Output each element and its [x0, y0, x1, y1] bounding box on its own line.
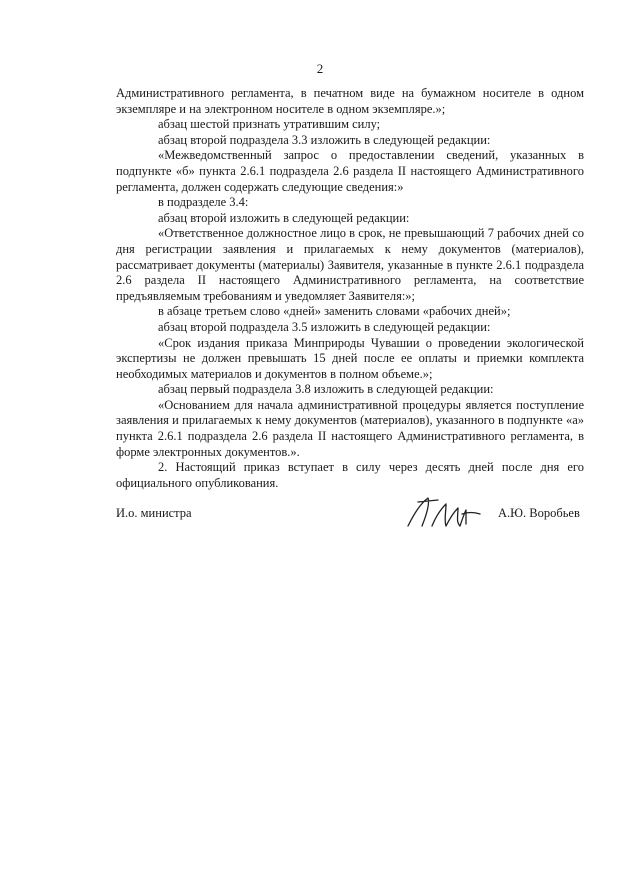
paragraph-effective-date: 2. Настоящий приказ вступает в силу через десять дней после дня его официального опубликования. [116, 460, 584, 490]
paragraph: абзац второй подраздела 3.5 изложить в следующей редакции: [158, 319, 491, 334]
paragraph: абзац первый подраздела 3.8 изложить в следующей редакции: [158, 382, 494, 397]
paragraph-quote: «Ответственное должностное лицо в срок, не превышающий 7 рабочих дней со дня регистрации заявления и прилагаемых к нему документов (материалов), рассматривает документы (материалы) Заявителя, указанные в пункте 2.6.1 подраздела 2.6 раздела II настоящего Административного регламента, на соответствие предъявляемым требованиям и уведомляет Заявителя:»; [116, 226, 584, 303]
document-body [116, 86, 584, 491]
paragraph-quote: «Основанием для начала административной процедуры является поступление заявления и прилагаемых к нему документов (материалов), указанного в подпункте «а» пункта 2.6.1 подраздела 2.6 раздела II настоящего Административного регламента, в форме электронных документов.». [116, 397, 584, 459]
handwritten-signature [404, 492, 482, 532]
paragraph: в абзаце третьем слово «дней» заменить словами «рабочих дней»; [158, 304, 511, 319]
paragraph: абзац второй подраздела 3.3 изложить в следующей редакции: [158, 132, 491, 147]
signatory-title: И.о. министра [116, 506, 192, 520]
paragraph-continuation: Административного регламента, в печатном виде на бумажном носителе в одном экземпляре и на электронном носителе в одном экземпляре.»; [116, 86, 584, 116]
page-number: 2 [316, 61, 324, 76]
paragraph-quote: «Межведомственный запрос о предоставлении сведений, указанных в подпункте «б» пункта 2.6.1 подраздела 2.6 раздела II настоящего Административного регламента, должен содержать следующие сведения:» [116, 148, 584, 194]
paragraph: в подразделе 3.4: [158, 195, 249, 210]
signatory-name: А.Ю. Воробьев [498, 506, 580, 520]
paragraph: абзац шестой признать утратившим силу; [158, 117, 381, 132]
paragraph: абзац второй изложить в следующей редакции: [158, 210, 410, 225]
paragraph-quote: «Срок издания приказа Минприроды Чувашии о проведении экологической экспертизы не должен превышать 15 дней после ее оплаты и приемки комплекта необходимых материалов и документов в полном объеме.»; [116, 335, 584, 381]
